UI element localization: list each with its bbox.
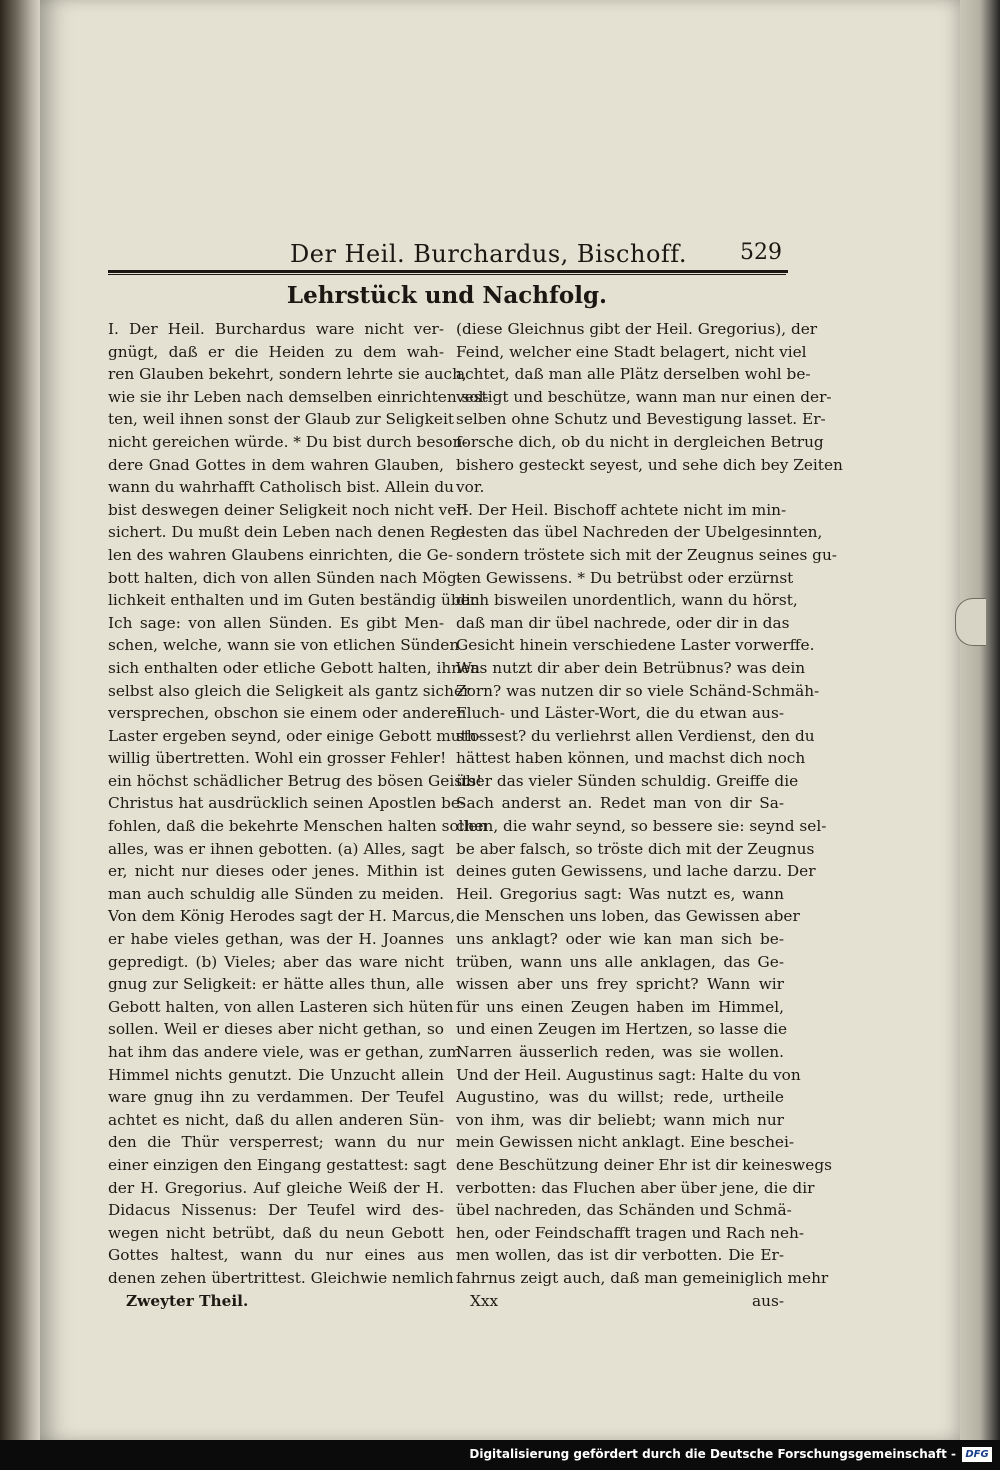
text-line: wegen nicht betrübt, daß du neun Gebott <box>108 1223 444 1242</box>
text-line: Feind, welcher eine Stadt belagert, nicht viel <box>456 342 807 361</box>
page-number: 529 <box>740 240 782 265</box>
page-header <box>108 238 786 274</box>
text-line: ten, weil ihnen sonst der Glaub zur Seligkeit <box>108 410 455 429</box>
text-line: der H. Gregorius. Auf gleiche Weiß der H. <box>108 1178 444 1197</box>
text-line: deines guten Gewissens, und lache darzu. Der <box>456 862 816 881</box>
text-line: bishero gesteckt seyest, und sehe dich bey Zeiten <box>456 455 843 474</box>
text-line: sich enthalten oder etliche Gebott halten, ihnen <box>108 658 480 677</box>
text-line: uns anklagt? oder wie kan man sich be- <box>456 930 784 949</box>
text-line: von ihm, was dir beliebt; wann mich nur <box>456 1110 784 1129</box>
text-line: bist deswegen deiner Seligkeit noch nicht ver- <box>108 500 469 519</box>
text-line: Gebott halten, von allen Lasteren sich hüten <box>108 997 454 1016</box>
text-line: mein Gewissen nicht anklagt. Eine beschei- <box>456 1133 795 1152</box>
text-line: Und der Heil. Augustinus sagt: Halte du von <box>456 1065 801 1084</box>
text-line: len des wahren Glaubens einrichten, die Ge- <box>108 545 454 564</box>
dfg-logo: DFG <box>962 1447 992 1462</box>
text-line: sichert. Du mußt dein Leben nach denen Reg- <box>108 523 466 542</box>
text-line: lichkeit enthalten und im Guten beständig üben. <box>108 591 485 610</box>
text-line: stossest? du verliehrst allen Verdienst, den du <box>456 726 815 745</box>
text-line: ren Glauben bekehrt, sondern lehrte sie auch, <box>108 365 467 384</box>
text-line: Heil. Gregorius sagt: Was nutzt es, wann <box>456 884 784 903</box>
text-line: Gottes haltest, wann du nur eines aus <box>108 1246 444 1265</box>
text-line: sondern tröstete sich mit der Zeugnus seines gu- <box>456 545 837 564</box>
book-left-edge <box>0 0 40 1440</box>
text-line: hättest haben können, und machst dich noch <box>456 749 806 768</box>
header-rule-thin <box>108 274 786 275</box>
right-text-column <box>456 318 843 1312</box>
text-line: hen, oder Feindschafft tragen und Rach neh- <box>456 1223 805 1242</box>
text-line: vestigt und beschütze, wann man nur einen der- <box>456 387 832 406</box>
signature-mark: Xxx <box>470 1291 499 1310</box>
text-line: men wollen, das ist dir verbotten. Die Er- <box>456 1246 784 1265</box>
text-line: willig übertretten. Wohl ein grosser Fehler! <box>108 749 447 768</box>
text-line: selbst also gleich die Seligkeit als gantz sicher <box>108 681 471 700</box>
text-line: gnügt, daß er die Heiden zu dem wah- <box>108 342 444 361</box>
text-line: den die Thür versperrest; wann du nur <box>108 1133 444 1152</box>
text-line: Narren äusserlich reden, was sie wollen. <box>456 1043 784 1061</box>
text-line: denen zehen übertrittest. Gleichwie nemlich <box>108 1268 454 1287</box>
text-line: selben ohne Schutz und Bevestigung lasset. Er- <box>456 410 826 429</box>
text-line: Didacus Nissenus: Der Teufel wird des- <box>108 1201 444 1220</box>
text-line: alles, was er ihnen gebotten. (a) Alles, sagt <box>108 839 444 858</box>
running-head: Der Heil. Burchardus, Bischoff. <box>290 240 687 268</box>
text-line: und einen Zeugen im Hertzen, so lasse die <box>456 1020 788 1039</box>
text-line: wie sie ihr Leben nach demselben einrichten sol- <box>108 387 489 406</box>
text-line: für uns einen Zeugen haben im Himmel, <box>456 997 784 1016</box>
text-line: übel nachreden, das Schänden und Schmä- <box>456 1201 792 1220</box>
text-line: Zorn? was nutzen dir so viele Schänd-Schmäh- <box>456 681 820 700</box>
text-line: desten das übel Nachreden der Ubelgesinnten, <box>456 523 823 542</box>
text-line: Ich sage: von allen Sünden. Es gibt Men- <box>108 613 444 632</box>
text-line: forsche dich, ob du nicht in dergleichen Betrug <box>456 432 824 451</box>
catchword: aus- <box>752 1291 784 1310</box>
text-line: Gesicht hinein verschiedene Laster vorwerffe. <box>456 636 815 655</box>
text-line: hat ihm das andere viele, was er gethan, zum <box>108 1043 462 1061</box>
text-line: Von dem König Herodes sagt der H. Marcus, <box>108 907 455 926</box>
text-line: II. Der Heil. Bischoff achtete nicht im min- <box>456 500 787 519</box>
text-line: be aber falsch, so tröste dich mit der Zeugnus <box>456 839 815 858</box>
signature-mark: Zweyter Theil. <box>126 1291 249 1310</box>
book-right-edge <box>960 0 1000 1440</box>
text-line: man auch schuldig alle Sünden zu meiden. <box>108 884 444 903</box>
text-line: Himmel nichts genutzt. Die Unzucht allein <box>108 1065 444 1084</box>
text-line: versprechen, obschon sie einem oder anderen <box>108 704 467 723</box>
text-line: dich bisweilen unordentlich, wann du hörst, <box>456 591 798 610</box>
text-line: er, nicht nur dieses oder jenes. Mithin ist <box>108 862 444 881</box>
text-line: wann du wahrhafft Catholisch bist. Allein du <box>108 478 455 497</box>
text-line: daß man dir übel nachrede, oder dir in das <box>456 613 790 632</box>
text-line: über das vieler Sünden schuldig. Greiffe die <box>456 771 799 790</box>
text-line: achtet, daß man alle Plätz derselben wohl be- <box>456 365 811 384</box>
text-line: vor. <box>456 478 485 497</box>
text-line: schen, welche, wann sie von etlichen Sünden <box>108 636 460 655</box>
text-line: Christus hat ausdrücklich seinen Apostlen be- <box>108 794 466 813</box>
text-line: er habe vieles gethan, was der H. Joannes <box>108 930 444 949</box>
section-title: Lehrstück und Nachfolg. <box>286 282 608 309</box>
funding-note: Digitalisierung gefördert durch die Deutsche Forschungsgemeinschaft - <box>469 1447 956 1461</box>
text-line: fahrnus zeigt auch, daß man gemeiniglich mehr <box>456 1268 829 1287</box>
text-line: I. Der Heil. Burchardus ware nicht ver- <box>108 320 444 338</box>
text-line: einer einzigen den Eingang gestattest: sagt <box>108 1155 447 1174</box>
text-line: bott halten, dich von allen Sünden nach Mög- <box>108 568 462 587</box>
text-line: nicht gereichen würde. * Du bist durch beson- <box>108 432 468 451</box>
text-line: gnug zur Seligkeit: er hätte alles thun, alle <box>108 975 444 994</box>
text-line: sollen. Weil er dieses aber nicht gethan, so <box>108 1020 444 1039</box>
text-line: Laster ergeben seynd, oder einige Gebott muth- <box>108 726 482 745</box>
text-line: (diese Gleichnus gibt der Heil. Gregorius), der <box>456 320 818 338</box>
text-line: Was nutzt dir aber dein Betrübnus? was dein <box>456 658 806 677</box>
text-line: ein höchst schädlicher Betrug des bösen Geists! <box>108 771 483 790</box>
text-line: dere Gnad Gottes in dem wahren Glauben, <box>108 455 444 474</box>
text-line: chen, die wahr seynd, so bessere sie: seynd sel- <box>456 817 827 836</box>
text-line: Fluch- und Läster-Wort, die du etwan aus- <box>456 704 784 723</box>
page-tab-marker <box>955 598 986 646</box>
text-line: trüben, wann uns alle anklagen, das Ge- <box>456 952 784 971</box>
footer-marks <box>456 1290 784 1313</box>
text-line: achtet es nicht, daß du allen anderen Sün- <box>108 1110 444 1129</box>
text-line: dene Beschützung deiner Ehr ist dir keineswegs <box>456 1155 832 1174</box>
text-line: wissen aber uns frey spricht? Wann wir <box>456 975 784 994</box>
header-rule <box>108 270 788 273</box>
text-line: verbotten: das Fluchen aber über jene, die dir <box>456 1178 815 1197</box>
text-line: gepredigt. (b) Vieles; aber das ware nicht <box>108 952 444 971</box>
text-line: ten Gewissens. * Du betrübst oder erzürnst <box>456 568 794 587</box>
text-line: ware gnug ihn zu verdammen. Der Teufel <box>108 1088 444 1107</box>
text-line: Sach anderst an. Redet man von dir Sa- <box>456 794 784 813</box>
text-line: Augustino, was du willst; rede, urtheile <box>456 1088 784 1107</box>
text-line: die Menschen uns loben, das Gewissen aber <box>456 907 800 926</box>
text-line: fohlen, daß die bekehrte Menschen halten sollen <box>108 817 488 836</box>
